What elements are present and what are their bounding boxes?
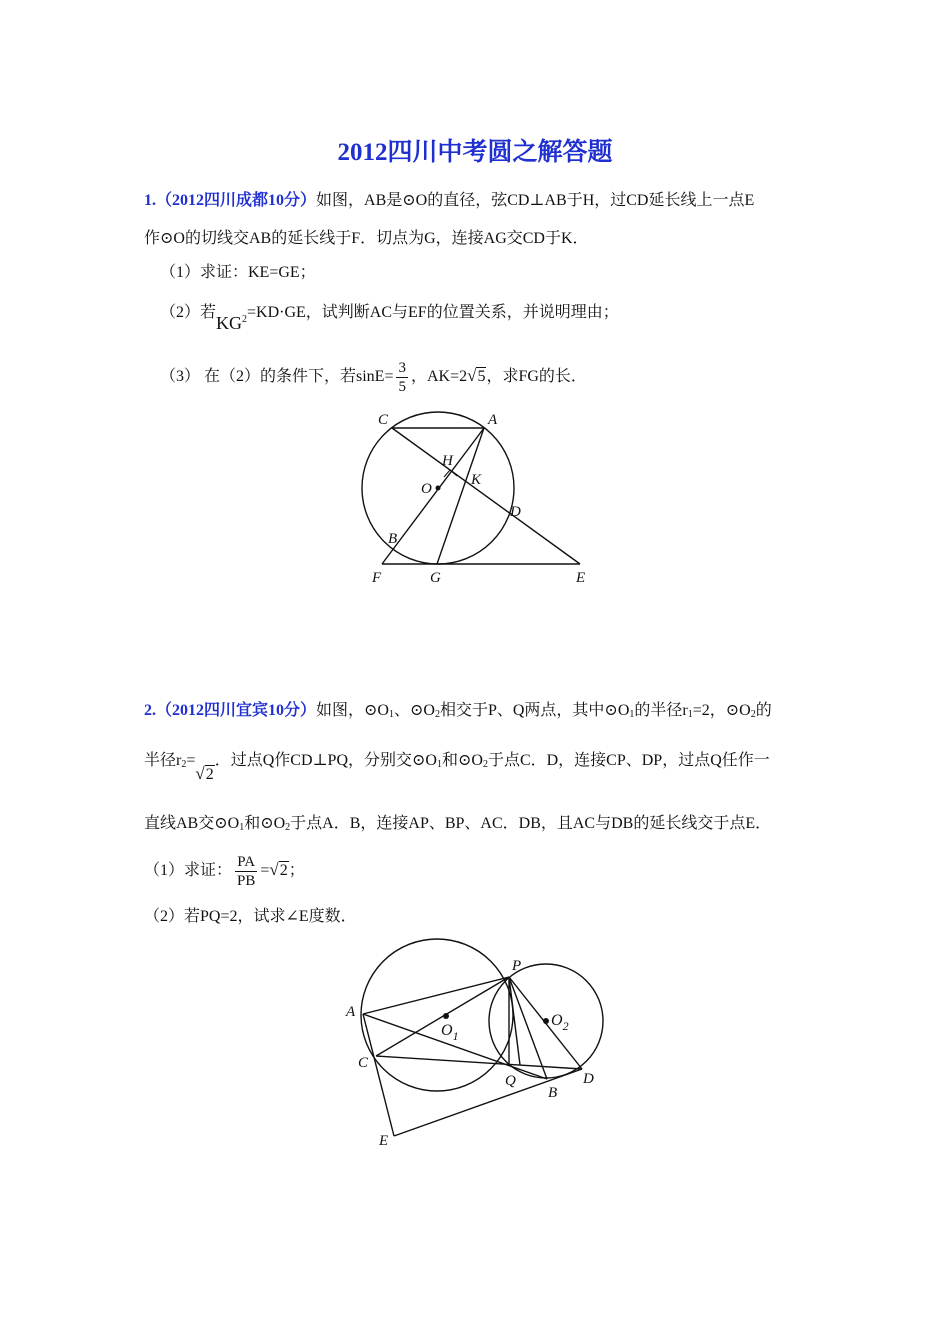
label-h: H — [442, 453, 453, 469]
q2-l1-f: 的 — [755, 702, 772, 719]
r2-radicand: 2 — [205, 766, 214, 783]
q2-tag: 2.（2012四川宜宾10分） — [144, 702, 317, 719]
q1-part2-kg — [216, 310, 247, 333]
label-c2: C — [358, 1055, 369, 1071]
q1-line1 — [144, 191, 754, 211]
q1-part3-pre: （3） 在（2）的条件下，若sinE= — [160, 368, 394, 385]
fraction-numerator-pa: PA — [237, 853, 256, 870]
q2-l2-c: ．过点Q作CD⊥PQ，分别交⊙O — [214, 752, 437, 769]
sin-denominator: 5 — [398, 378, 406, 395]
q2-line1 — [144, 701, 772, 725]
sqrt2-radicand: 2 — [279, 862, 288, 879]
label-p: P — [512, 958, 522, 974]
segment-ab — [363, 1014, 547, 1079]
page-title: 2012四川中考圆之解答题 — [337, 139, 613, 166]
label-b: B — [388, 531, 398, 547]
q2-l2-s2: 1 — [436, 759, 442, 770]
q1-part2-post: =KD·GE，试判断AC与EF的位置关系，并说明理由； — [247, 304, 619, 321]
sin-fraction — [396, 359, 408, 396]
q2-l3-a: 直线AB交⊙O — [144, 815, 240, 832]
q2-l3-c: 于点A．B，连接AP、BP、AC．DB，且AC与DB的延长线交于点E． — [290, 815, 772, 832]
q2-l1-d: 的半径r — [634, 702, 688, 719]
circle-o1 — [361, 939, 513, 1091]
label-d2: D — [583, 1071, 594, 1087]
label-b2: B — [548, 1085, 558, 1101]
q2-l1-s1: 1 — [388, 709, 394, 720]
label-e2: E — [379, 1133, 389, 1149]
ak-radicand: 5 — [477, 368, 486, 385]
q1-part3-mid: ，AK= — [410, 368, 460, 385]
sqrt2-radical: √2 — [269, 860, 288, 879]
label-d: D — [510, 504, 521, 520]
label-e: E — [576, 570, 586, 586]
q2-part1 — [144, 848, 305, 893]
label-f: F — [372, 570, 382, 586]
q2-l2-e: 于点C．D，连接CP、DP，过点Q任作一 — [487, 752, 770, 769]
q2-l1-s5: 2 — [750, 709, 756, 720]
q2-l1-c: 相交于P、Q两点，其中⊙O — [439, 702, 630, 719]
label-o1: $O_1$ — [441, 1022, 459, 1043]
kg-text: KG — [216, 313, 243, 333]
q2-line3 — [144, 814, 771, 838]
q2-l3-s1: 1 — [239, 822, 245, 833]
label-a: A — [488, 412, 498, 428]
label-c: C — [378, 412, 389, 428]
q1-part1: （1）求证：KE=GE； — [160, 264, 316, 281]
segment-ed — [394, 1069, 582, 1136]
q2-l3-s2: 2 — [285, 822, 291, 833]
q1-text-1: 如图，AB是⊙O的直径，弦CD⊥AB于H，过CD延长线上一点E — [316, 192, 755, 209]
q2-l2-b: = — [186, 752, 196, 769]
q1-tag: 1.（2012四川成都10分） — [144, 192, 317, 209]
q2-l1-s2: 2 — [434, 709, 440, 720]
q2-l1-s3: 1 — [629, 709, 635, 720]
q1-part3-post: ，求FG的长． — [486, 368, 587, 385]
label-a2: A — [346, 1004, 356, 1020]
fraction-denominator-pb: PB — [237, 872, 256, 889]
segment-ap — [363, 977, 509, 1014]
pa-pb-fraction — [235, 853, 257, 890]
center-dot-o — [436, 486, 441, 491]
center-dot-o2 — [543, 1018, 549, 1024]
q2-l2-d: 和⊙O — [441, 752, 483, 769]
q2-line2 — [144, 745, 770, 783]
segment-cd — [376, 1056, 582, 1069]
q2-l1-s4: 1 — [687, 709, 693, 720]
r2-radical: √2 — [195, 764, 214, 783]
q1-line2: 作⊙O的切线交AB的延长线于F．切点为G，连接AG交CD于K． — [144, 230, 589, 247]
q1-part3 — [160, 356, 587, 397]
center-dot-o1 — [443, 1013, 449, 1019]
q2-l2-a: 半径r — [144, 752, 182, 769]
q1-figure — [360, 405, 600, 590]
q2-part1-pre: （1）求证： — [144, 862, 233, 879]
q2-l3-b: 和⊙O — [244, 815, 286, 832]
kg-exponent: 2 — [242, 314, 248, 325]
q2-l2-s3: 2 — [482, 759, 488, 770]
q2-l2-s1: 2 — [181, 759, 187, 770]
label-k: K — [471, 472, 482, 488]
sin-numerator: 3 — [398, 359, 406, 376]
label-o: O — [421, 481, 432, 497]
q1-part2-pre: （2）若 — [160, 304, 217, 321]
q2-l1-a: 如图，⊙O — [316, 702, 389, 719]
ak-coefficient: 2 — [459, 368, 468, 385]
q2-figure — [340, 932, 615, 1152]
segment-ag — [437, 428, 484, 564]
label-q: Q — [505, 1073, 516, 1089]
q2-l1-e: =2，⊙O — [692, 702, 751, 719]
q2-part2: （2）若PQ=2，试求∠E度数． — [144, 908, 357, 925]
label-o2: $O_2$ — [551, 1012, 569, 1033]
q1-part2 — [160, 298, 619, 333]
ak-radical: √5 — [467, 366, 486, 385]
label-g: G — [430, 570, 441, 586]
segment-af — [382, 428, 484, 564]
q2-part1-post: ； — [288, 862, 305, 879]
q2-l1-b: 、⊙O — [393, 702, 435, 719]
q2-part1-eq: = — [260, 862, 270, 879]
